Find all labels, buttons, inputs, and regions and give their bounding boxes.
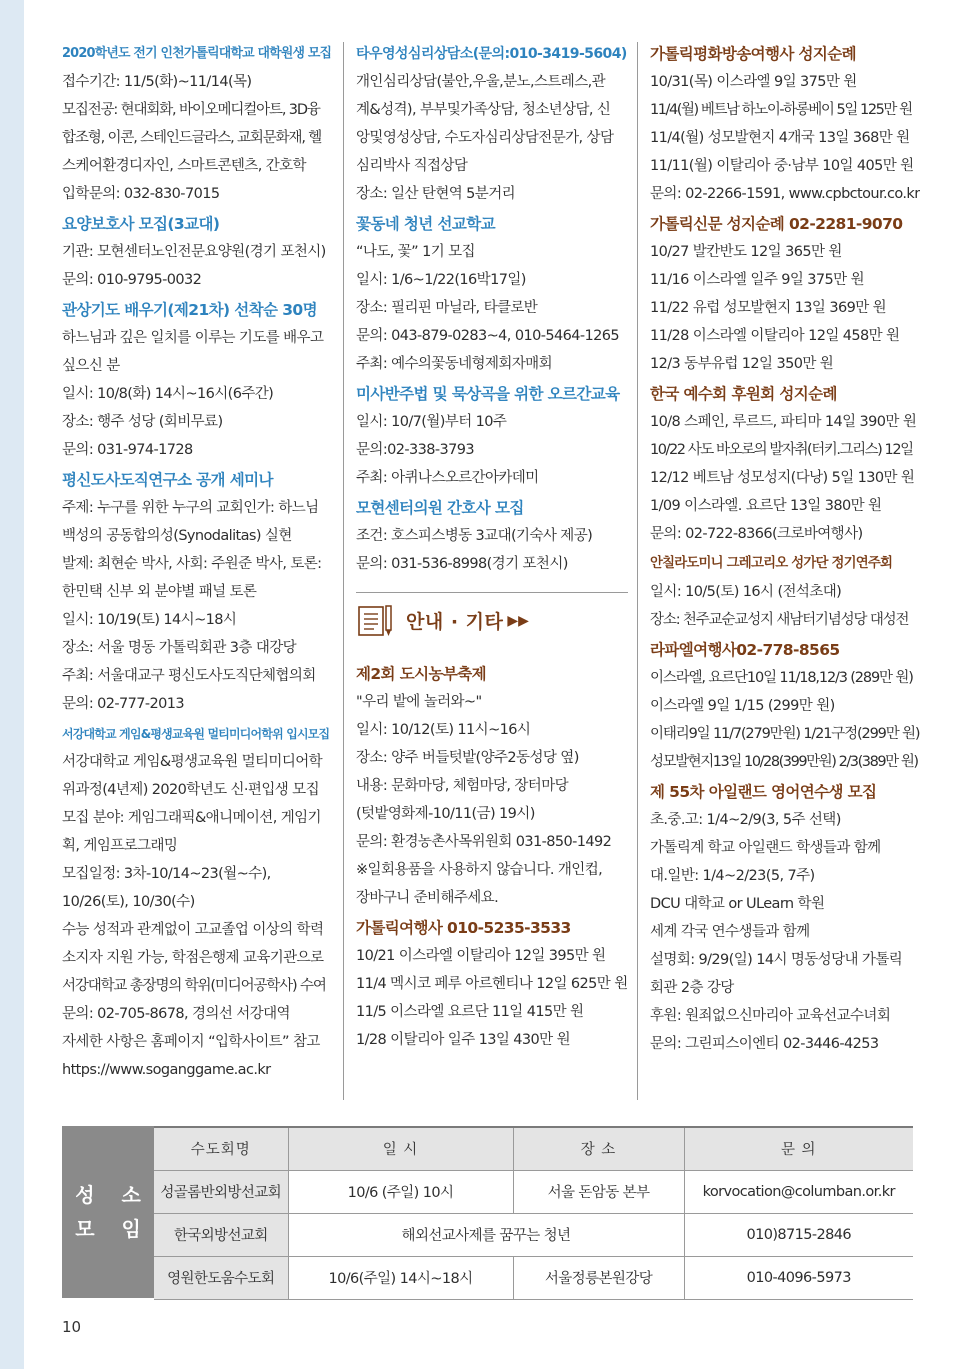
notice-line: 일시: 1/6~1/22(16박17일): [356, 272, 526, 288]
notice-line: 문의: 환경농촌사목위원회 031-850-1492: [356, 834, 612, 850]
notice-line: 소지자 지원 가능, 학점은행제 교육기관으로: [62, 950, 324, 966]
notice-title: 라파엘여행사02-778-8565: [650, 641, 840, 659]
notice-line: "우리 밭에 놀러와~": [356, 694, 482, 710]
notice-line: 10/31(목) 이스라엘 9일 375만 원: [650, 74, 857, 90]
table-row: [154, 1213, 913, 1256]
notice-title: 서강대학교 게임&평생교육원 멀티미디어학위 입시모집: [62, 727, 330, 741]
notice-line: 10/26(토), 10/30(수): [62, 894, 195, 910]
notice-line: https://www.soganggame.ac.kr: [62, 1062, 271, 1078]
notice-block: [356, 494, 628, 578]
notice-line: 후원: 원죄없으신마리아 교육선교수녀회: [650, 1008, 891, 1024]
notice-line: 내용: 문화마당, 체험마당, 장터마당: [356, 778, 569, 794]
notice-line: 장소: 천주교순교성지 새남터기념성당 대성전: [650, 612, 909, 628]
notice-line: 장소: 서울 명동 가톨릭회관 3층 대강당: [62, 640, 297, 656]
notice-line: 싶으신 분: [62, 358, 120, 374]
notice-block: [356, 40, 628, 208]
notice-line: 모집일정: 3차-10/14~23(월~수),: [62, 866, 271, 882]
notice-block: [356, 380, 628, 492]
notice-line: 초.중.고: 1/4~2/9(3, 5주 선택): [650, 812, 841, 828]
notice-block: [650, 550, 920, 634]
notice-line: 백성의 공동합의성(Synodalitas) 실현: [62, 528, 292, 544]
notice-title: 평신도사도직연구소 공개 세미나: [62, 471, 273, 489]
notice-line: 일시: 10/12(토) 11시~16시: [356, 722, 531, 738]
notice-line: 11/11(월) 이탈리아 중·남부 10일 405만 원: [650, 158, 914, 174]
notice-title: 꽃동네 청년 선교학교: [356, 215, 495, 233]
notice-line: 수능 성적과 관계없이 고교졸업 이상의 학력: [62, 922, 324, 938]
notice-line: 일시: 10/5(토) 16시 (전석초대): [650, 584, 842, 600]
page-number: 10: [62, 1318, 82, 1336]
notice-line: 일시: 10/8(화) 14시~16시(6주간): [62, 386, 274, 402]
notice-line: 이태리9일 11/7(279만원) 1/21구정(299만 원): [650, 726, 920, 742]
notice-line: 앙및영성상담, 수도자심리상담전문가, 상담: [356, 130, 614, 146]
notice-title: 제 55차 아일랜드 영어연수생 모집: [650, 783, 877, 801]
notice-line: 장소: 일산 탄현역 5분거리: [356, 186, 516, 202]
notice-line: 문의: 031-974-1728: [62, 442, 193, 458]
notice-line: 접수기간: 11/5(화)~11/14(목): [62, 74, 252, 90]
contact-cell: korvocation@columban.or.kr: [684, 1170, 913, 1213]
notice-line: 문의: 그린피스이엔티 02-3446-4253: [650, 1036, 879, 1052]
notice-line: 합조형, 이콘, 스테인드글라스, 교회문화재, 헬: [62, 130, 322, 146]
notice-line: 1/28 이탈리아 일주 13일 430만 원: [356, 1032, 570, 1048]
notice-line: 문의: 02-2266-1591, www.cpbctour.co.kr: [650, 186, 920, 202]
notice-title: 가톨릭여행사 010-5235-3533: [356, 919, 571, 937]
notice-line: 조건: 호스피스병동 3교대(기숙사 제공): [356, 528, 593, 544]
table-header-row: [154, 1127, 913, 1170]
notice-line: (텃밭영화제-10/11(금) 19시): [356, 806, 535, 822]
notice-line: 문의: 02-777-2013: [62, 696, 185, 712]
notice-line: ※일회용품을 사용하지 않습니다. 개인컵,: [356, 862, 603, 878]
notice-line: 10/21 이스라엘 이탈리아 12일 395만 원: [356, 948, 606, 964]
notice-line: 장소: 양주 버들텃밭(양주2동성당 옆): [356, 750, 579, 766]
notice-block: [356, 660, 628, 912]
notice-title: 한국 예수회 후원회 성지순례: [650, 385, 837, 403]
notice-line: 주최: 아퀴나스오르간아카데미: [356, 470, 539, 486]
notice-block: [356, 210, 628, 378]
notice-line: 성모발현지13일 10/28(399만원) 2/3(389만 원): [650, 754, 918, 770]
column-middle: [356, 40, 628, 1102]
notice-title: 미사반주법 및 묵상곡을 위한 오르간교육: [356, 385, 620, 403]
notice-line: 11/4 멕시코 페루 아르헨티나 12일 625만 원: [356, 976, 628, 992]
notice-line: 이스라엘, 요르단10일 11/18,12/3 (289만 원): [650, 670, 913, 686]
place-cell: 서울정릉본원강당: [513, 1256, 684, 1299]
notice-block: [650, 210, 920, 378]
notice-title: 요양보호사 모집(3교대): [62, 215, 220, 233]
notice-line: 문의:02-338-3793: [356, 442, 474, 458]
notice-block: [62, 210, 332, 294]
contact-cell: 010)8715-2846: [684, 1213, 913, 1256]
left-margin-strip: [0, 0, 24, 1369]
notice-line: 회관 2층 강당: [650, 980, 734, 996]
notice-line: 서강대학교 게임&평생교육원 멀티미디어학: [62, 754, 323, 770]
section-header: [356, 592, 628, 638]
notice-title: 타우영성심리상담소(문의:010-3419-5604): [356, 46, 627, 62]
notice-block: [356, 914, 628, 1054]
place-cell: 서울 돈암동 본부: [513, 1170, 684, 1213]
notice-line: 10/27 발칸반도 12일 365만 원: [650, 244, 842, 260]
column-header: 일 시: [288, 1127, 513, 1170]
column-divider: [637, 42, 638, 1100]
notice-line: 하느님과 깊은 일치를 이루는 기도를 배우고: [62, 330, 324, 346]
column-divider: [343, 42, 344, 1100]
notice-line: 스케어환경디자인, 스마트콘텐츠, 간호학: [62, 158, 306, 174]
schedule-table: [154, 1126, 913, 1300]
notice-line: 모집전공: 현대회화, 바이오메디컬아트, 3D융: [62, 102, 320, 118]
notice-line: 일시: 10/19(토) 14시~18시: [62, 612, 237, 628]
notice-line: 1/09 이스라엘. 요르단 13일 380만 원: [650, 498, 882, 514]
notice-line: 문의: 02-722-8366(크로바여행사): [650, 526, 863, 542]
notice-line: 11/4(월) 성모발현지 4개국 13일 368만 원: [650, 130, 910, 146]
notice-line: 설명회: 9/29(일) 14시 명동성당내 가톨릭: [650, 952, 903, 968]
notice-line: 12/12 베트남 성모성지(다낭) 5일 130만 원: [650, 470, 915, 486]
vocation-meetings-table: [62, 1126, 913, 1298]
side-label-line: 모 임: [75, 1217, 151, 1241]
notice-line: 문의: 02-705-8678, 경의선 서강대역: [62, 1006, 290, 1022]
notice-title: 모현센터의원 간호사 모집: [356, 499, 524, 517]
notice-line: 12/3 동부유럽 12일 350만 원: [650, 356, 834, 372]
column-header: 장 소: [513, 1127, 684, 1170]
notice-line: 대.일반: 1/4~2/23(5, 7주): [650, 868, 815, 884]
congregation-name: 한국외방선교회: [154, 1213, 288, 1256]
notice-line: 한민택 신부 외 분야별 패널 토론: [62, 584, 257, 600]
notice-block: [650, 778, 920, 1058]
contact-cell: 010-4096-5973: [684, 1256, 913, 1299]
document-icon: [356, 603, 396, 639]
notice-line: 주최: 서울대교구 평신도사도직단체협의회: [62, 668, 316, 684]
notice-block: [650, 636, 920, 776]
page: [24, 0, 979, 1369]
notice-line: 개인심리상담(불안,우울,분노,스트레스,관: [356, 74, 606, 90]
notice-line: 주제: 누구를 위한 누구의 교회인가: 하느님: [62, 500, 319, 516]
notice-line: 획, 게임프로그래밍: [62, 838, 178, 854]
arrow-icon: ▶▶: [507, 612, 529, 629]
notice-line: 문의: 031-536-8998(경기 포천시): [356, 556, 568, 572]
notice-line: 문의: 043-879-0283~4, 010-5464-1265: [356, 328, 619, 344]
notice-title: 관상기도 배우기(제21차) 선착순 30명: [62, 301, 317, 319]
notice-line: 장소: 필리핀 마닐라, 타클로반: [356, 300, 538, 316]
notice-line: 문의: 010-9795-0032: [62, 272, 202, 288]
section-title: 안내 · 기타: [406, 611, 504, 633]
notice-block: [62, 466, 332, 718]
notice-line: 11/28 이스라엘 이탈리아 12일 458만 원: [650, 328, 900, 344]
notice-line: “나도, 꽃” 1기 모집: [356, 244, 475, 260]
notice-line: DCU 대학교 or ULearn 학원: [650, 896, 825, 912]
table-row: [154, 1170, 913, 1213]
notice-line: 입학문의: 032-830-7015: [62, 186, 220, 202]
notice-line: 발제: 최현순 박사, 사회: 주원준 박사, 토론:: [62, 556, 322, 572]
date-cell: 10/6(주일) 14시~18시: [288, 1256, 513, 1299]
notice-line: 심리박사 직접상담: [356, 158, 468, 174]
notice-line: 모집 분야: 게임그래픽&애니메이션, 게임기: [62, 810, 321, 826]
notice-line: 위과정(4년제) 2020학년도 신·편입생 모집: [62, 782, 319, 798]
notice-line: 주최: 예수의꽃동네형제회자매회: [356, 356, 552, 372]
notice-line: 기관: 모현센터노인전문요양원(경기 포천시): [62, 244, 326, 260]
notice-line: 이스라엘 9일 1/15 (299만 원): [650, 698, 835, 714]
notice-line: 11/16 이스라엘 일주 9일 375만 원: [650, 272, 864, 288]
congregation-name: 성골롬반외방선교회: [154, 1170, 288, 1213]
notice-block: [62, 296, 332, 464]
notice-line: 세계 각국 연수생들과 함께: [650, 924, 810, 940]
notice-title: 제2회 도시농부축제: [356, 665, 486, 683]
notice-block: [62, 720, 332, 1084]
date-cell: 10/6 (주일) 10시: [288, 1170, 513, 1213]
notice-line: 장소: 행주 성당 (회비무료): [62, 414, 223, 430]
notice-line: 자세한 사항은 홈페이지 “입학사이트” 참고: [62, 1034, 320, 1050]
notice-line: 11/5 이스라엘 요르단 11일 415만 원: [356, 1004, 584, 1020]
notice-line: 서강대학교 총장명의 학위(미디어공학사) 수여: [62, 978, 326, 994]
column-header: 수도회명: [154, 1127, 288, 1170]
side-label-line: 성 소: [75, 1183, 151, 1207]
column-left: [62, 40, 332, 1102]
column-right: [650, 40, 920, 1102]
notice-line: 11/4(월) 베트남 하노이-하롱베이 5일 125만 원: [650, 102, 912, 118]
notice-line: 10/8 스페인, 루르드, 파티마 14일 390만 원: [650, 414, 917, 430]
column-header: 문 의: [684, 1127, 913, 1170]
notice-title: 2020학년도 전기 인천가톨릭대학교 대학원생 모집: [62, 46, 332, 61]
merged-cell: 해외선교사제를 꿈꾸는 청년: [288, 1213, 684, 1256]
notice-title: 안칠라도미니 그레고리오 성가단 정기연주회: [650, 556, 893, 571]
notice-block: [650, 380, 920, 548]
notice-line: 가톨릭계 학교 아일랜드 학생들과 함께: [650, 840, 881, 856]
notice-line: 10/22 사도 바오로의 발자취(터키.그리스) 12일: [650, 442, 913, 458]
notice-line: 일시: 10/7(월)부터 10주: [356, 414, 507, 430]
table-row: [154, 1256, 913, 1299]
notice-title: 가톨릭평화방송여행사 성지순례: [650, 45, 857, 63]
notice-title: 가톨릭신문 성지순례 02-2281-9070: [650, 215, 903, 233]
notice-block: [62, 40, 332, 208]
notice-line: 계&성격), 부부및가족상담, 청소년상담, 신: [356, 102, 611, 118]
notice-block: [650, 40, 920, 208]
table-side-label: [62, 1126, 154, 1298]
congregation-name: 영원한도움수도회: [154, 1256, 288, 1299]
notice-line: 장바구니 준비해주세요.: [356, 890, 499, 906]
notice-line: 11/22 유럽 성모발현지 13일 369만 원: [650, 300, 887, 316]
